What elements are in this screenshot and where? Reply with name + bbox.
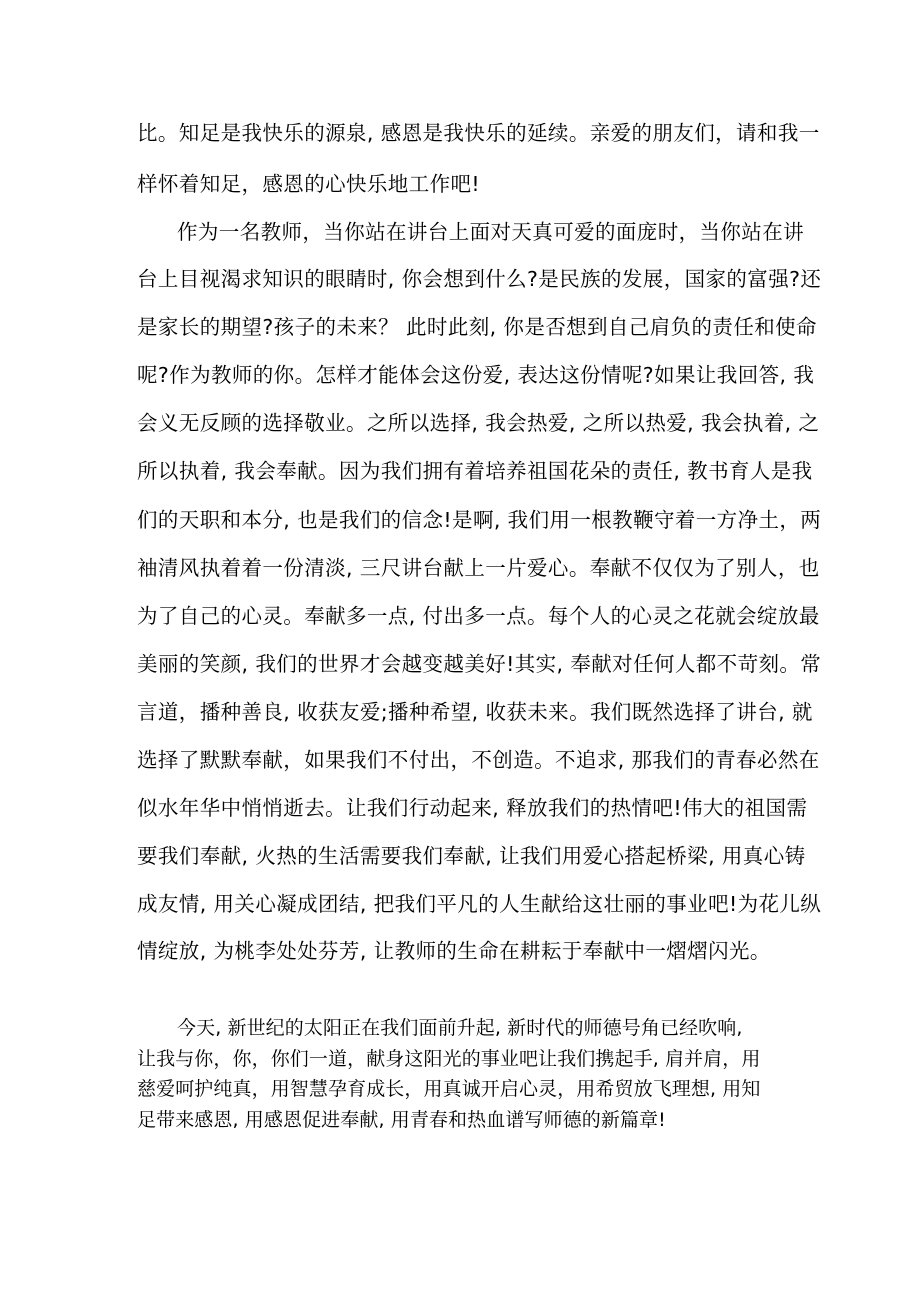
text-line: 呢?作为教师的你。怎样才能体会这份爱, 表达这份情呢?如果让我回答, 我 — [137, 363, 815, 387]
text-line: 言道，播种善良, 收获友爱;播种希望, 收获未来。我们既然选择了讲台, 就 — [137, 700, 813, 724]
text-line: 会义无反顾的选择敬业。之所以选择, 我会热爱, 之所以热爱, 我会执着, 之 — [137, 411, 820, 435]
text-line: 美丽的笑颜, 我们的世界才会越变越美好!其实, 奉献对任何人都不苛刻。常 — [137, 652, 822, 676]
text-line: 似水年华中悄悄逝去。让我们行动起来, 释放我们的热情吧!伟大的祖国需 — [137, 796, 808, 820]
text-line: 今天, 新世纪的太阳正在我们面前升起, 新时代的师德号角已经吹响, — [177, 1017, 743, 1039]
text-line: 台上目视渴求知识的眼睛时, 你会想到什么?是民族的发展，国家的富强?还 — [137, 267, 822, 291]
text-line: 作为一名教师，当你站在讲台上面对天真可爱的面庞时，当你站在讲 — [177, 220, 804, 244]
text-line: 成友情, 用关心凝成团结, 把我们平凡的人生献给这壮丽的事业吧!为花儿纵 — [137, 892, 822, 916]
text-line: 样怀着知足，感恩的心快乐地工作吧! — [137, 172, 481, 196]
text-line: 选择了默默奉献，如果我们不付出，不创造。不追求, 那我们的青春必然在 — [137, 748, 820, 772]
text-line: 们的天职和本分, 也是我们的信念!是啊, 我们用一根教鞭守着一方净土，两 — [137, 508, 822, 532]
text-line: 为了自己的心灵。奉献多一点, 付出多一点。每个人的心灵之花就会绽放最 — [137, 604, 820, 628]
text-line: 慈爱呵护纯真，用智慧孕育成长，用真诚开启心灵，用希贸放飞理想, 用知 — [137, 1078, 761, 1100]
text-line: 让我与你，你，你们一道，献身这阳光的事业吧让我们携起手, 肩并肩，用 — [137, 1048, 761, 1070]
text-line: 所以执着, 我会奉献。因为我们拥有着培养祖国花朵的责任, 教书育人是我 — [137, 459, 813, 483]
text-line: 是家长的期望?孩子的未来？ 此时此刻, 你是否想到自己肩负的责任和使命 — [137, 315, 817, 339]
text-line: 要我们奉献, 火热的生活需要我们奉献, 让我们用爱心搭起桥梁, 用真心铸 — [137, 844, 806, 868]
text-line: 袖清风执着着一份清淡, 三尺讲台献上一片爱心。奉献不仅仅为了别人，也 — [137, 556, 820, 580]
text-line: 足带来感恩, 用感恩促进奉献, 用青春和热血谱写师德的新篇章! — [137, 1109, 666, 1131]
text-line: 情绽放, 为桃李处处芬芳, 让教师的生命在耕耘于奉献中一熠熠闪光。 — [137, 939, 771, 963]
text-line: 比。知足是我快乐的源泉, 感恩是我快乐的延续。亲爱的朋友们，请和我一 — [137, 121, 820, 145]
